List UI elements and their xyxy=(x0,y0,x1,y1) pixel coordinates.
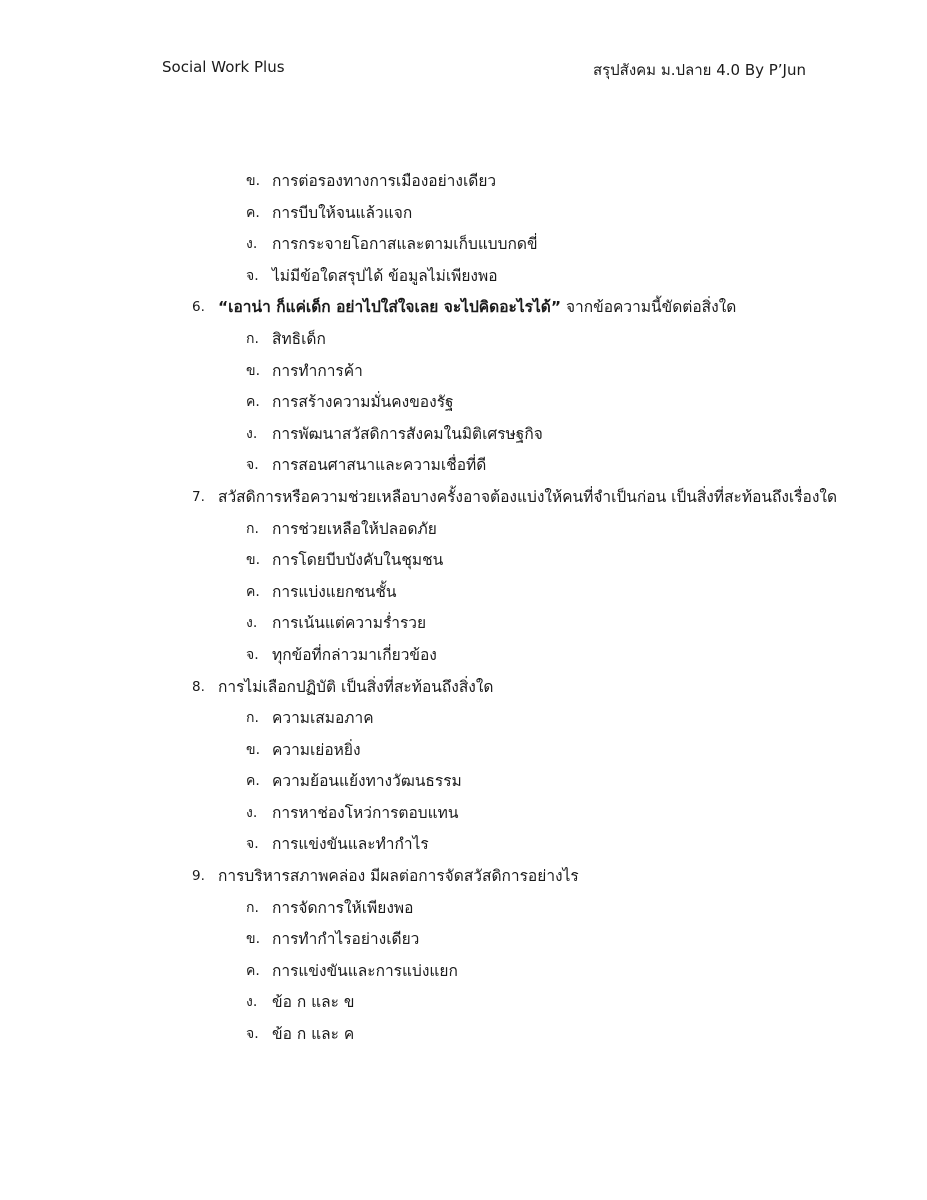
option-letter: ค. xyxy=(246,204,260,221)
question-text: การบริหารสภาพคล่อง มีผลต่อการจัดสวัสดิการอย่างไร xyxy=(218,867,579,886)
question-number: 7. xyxy=(192,488,205,505)
option-item xyxy=(0,1019,927,1051)
option-text: การแข่งขันและทำกำไร xyxy=(272,835,429,854)
option-letter: ก. xyxy=(246,330,259,347)
option-item xyxy=(0,924,927,956)
option-item xyxy=(0,198,927,230)
option-item xyxy=(0,166,927,198)
option-item xyxy=(0,419,927,451)
option-item xyxy=(0,735,927,767)
option-text: การแบ่งแยกชนชั้น xyxy=(272,582,397,601)
option-text: ความเสมอภาค xyxy=(272,709,374,728)
option-text: ความเย่อหยิ่ง xyxy=(272,740,361,759)
option-item xyxy=(0,640,927,672)
option-text: การต่อรองทางการเมืองอย่างเดียว xyxy=(272,172,497,190)
option-letter: จ. xyxy=(246,267,259,284)
option-letter: ก. xyxy=(246,520,259,537)
option-letter: ก. xyxy=(246,899,259,916)
option-text: ไม่มีข้อใดสรุปได้ ข้อมูลไม่เพียงพอ xyxy=(272,266,498,285)
option-text: การช่วยเหลือให้ปลอดภัย xyxy=(272,519,437,538)
option-item xyxy=(0,324,927,356)
option-text: การพัฒนาสวัสดิการสังคมในมิติเศรษฐกิจ xyxy=(272,424,543,443)
option-item xyxy=(0,608,927,640)
option-text: การแข่งขันและการแบ่งแยก xyxy=(272,961,458,980)
option-letter: จ. xyxy=(246,646,259,663)
option-letter: จ. xyxy=(246,1026,259,1043)
question-quote: “เอาน่า ก็แค่เด็ก อย่าไปใส่ใจเลย จะไปคิดอะไรได้” xyxy=(218,298,562,317)
option-text: การหาช่องโหว่การตอบแทน xyxy=(272,803,459,822)
question-list xyxy=(0,166,927,1051)
option-item xyxy=(0,703,927,735)
question-text: สวัสดิการหรือความช่วยเหลือบางครั้งอาจต้องแบ่งให้คนที่จำเป็นก่อน เป็นสิ่งที่สะท้อนถึงเรื่องใด xyxy=(218,487,838,506)
option-item xyxy=(0,229,927,261)
page-header xyxy=(162,58,806,80)
option-letter: ข. xyxy=(246,552,261,569)
option-item xyxy=(0,798,927,830)
option-item xyxy=(0,577,927,609)
option-item xyxy=(0,356,927,388)
option-item xyxy=(0,387,927,419)
option-item xyxy=(0,829,927,861)
question-text xyxy=(218,292,736,324)
option-text: ข้อ ก และ ค xyxy=(272,1025,355,1044)
option-text: การสอนศาสนาและความเชื่อที่ดี xyxy=(272,456,487,475)
option-item xyxy=(0,261,927,293)
question-number: 8. xyxy=(192,678,205,695)
option-text: การโดยบีบบังคับในชุมชน xyxy=(272,551,444,570)
option-letter: ก. xyxy=(246,710,259,727)
option-letter: ข. xyxy=(246,173,261,189)
option-text: ความย้อนแย้งทางวัฒนธรรม xyxy=(272,772,462,791)
option-letter: ค. xyxy=(246,394,260,411)
question-stem: จากข้อความนี้ขัดต่อสิ่งใด xyxy=(561,298,737,317)
option-letter: ข. xyxy=(246,741,261,758)
option-item xyxy=(0,893,927,925)
question-6 xyxy=(0,292,927,324)
option-text: ข้อ ก และ ข xyxy=(272,993,355,1012)
option-letter: ง. xyxy=(246,804,258,821)
option-item xyxy=(0,956,927,988)
option-text: ทุกข้อที่กล่าวมาเกี่ยวข้อง xyxy=(272,645,437,664)
option-letter: ง. xyxy=(246,615,258,632)
option-letter: ง. xyxy=(246,994,258,1011)
option-text: สิทธิเด็ก xyxy=(272,329,326,348)
option-item xyxy=(0,545,927,577)
option-text: การบีบให้จนแล้วแจก xyxy=(272,203,413,222)
option-item xyxy=(0,987,927,1019)
option-letter: ง. xyxy=(246,236,258,253)
question-text: การไม่เลือกปฏิบัติ เป็นสิ่งที่สะท้อนถึงสิ่งใด xyxy=(218,677,494,696)
option-text: การจัดการให้เพียงพอ xyxy=(272,898,414,917)
option-letter: ค. xyxy=(246,773,260,790)
question-7 xyxy=(0,482,927,514)
header-left-title: Social Work Plus xyxy=(162,58,285,76)
question-number: 9. xyxy=(192,868,205,885)
option-letter: จ. xyxy=(246,457,259,474)
option-text: การเน้นแต่ความร่ำรวย xyxy=(272,614,427,633)
option-letter: ค. xyxy=(246,962,260,979)
option-item xyxy=(0,514,927,546)
option-text: การสร้างความมั่นคงของรัฐ xyxy=(272,393,454,412)
question-8 xyxy=(0,672,927,704)
question-9 xyxy=(0,861,927,893)
option-item xyxy=(0,450,927,482)
option-letter: ข. xyxy=(246,931,261,948)
header-right-title: สรุปสังคม ม.ปลาย 4.0 By P’Jun xyxy=(592,61,806,79)
option-text: การทำกำไรอย่างเดียว xyxy=(272,930,420,949)
option-letter: ง. xyxy=(246,425,258,442)
option-letter: ค. xyxy=(246,583,260,600)
option-text: การกระจายโอกาสและตามเก็บแบบกดขี่ xyxy=(272,235,538,254)
question-number: 6. xyxy=(192,299,205,316)
option-text: การทำการค้า xyxy=(272,361,363,380)
option-letter: จ. xyxy=(246,836,259,853)
option-letter: ข. xyxy=(246,362,261,379)
option-item xyxy=(0,766,927,798)
